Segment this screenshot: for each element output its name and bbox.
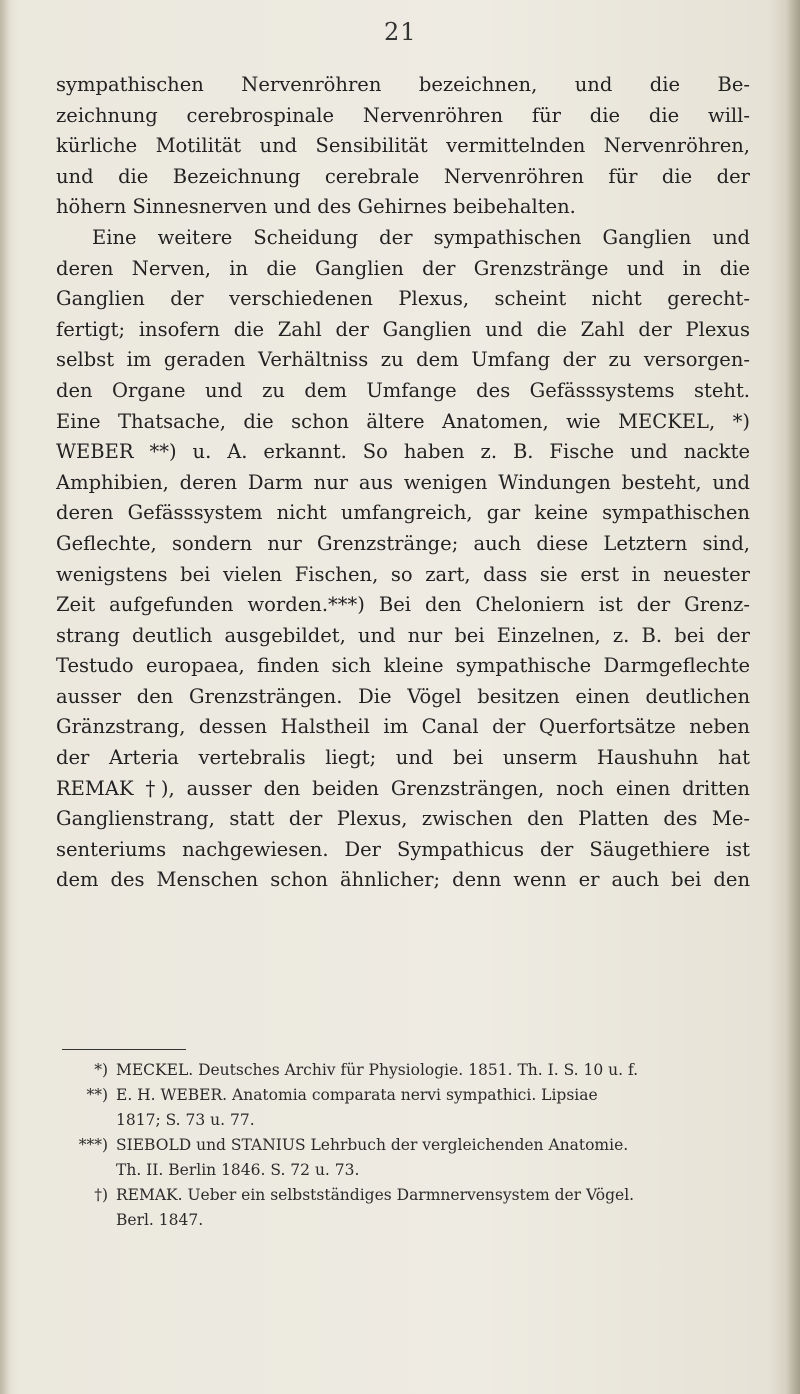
footnote-continuation: Berl. 1847. [116,1211,204,1229]
footnote-text: SIEBOLD und STANIUS Lehrbuch der vergleichenden Anatomie. [116,1136,629,1154]
text-line: und die Bezeichnung cerebrale Nervenröhren für die der [56,164,750,188]
footnote-text: MECKEL. Deutsches Archiv für Physiologie. 1851. Th. I. S. 10 u. f. [116,1061,639,1079]
text-line: Gränzstrang, dessen Halstheil im Canal der Querfortsätze neben [56,715,750,739]
footnote [56,1133,756,1158]
text-line: dem des Menschen schon ähnlicher; denn wenn er auch bei den [56,868,750,892]
text-line: Eine weitere Scheidung der sympathischen Ganglien und [92,225,750,249]
footnote-text: E. H. WEBER. Anatomia comparata nervi sympathici. Lipsiae [116,1086,598,1104]
page-left-shadow [0,0,10,1394]
text-line: fertigt; insofern die Zahl der Ganglien und die Zahl der Plexus [56,317,750,341]
text-line: höhern Sinnesnerven und des Gehirnes beibehalten. [56,195,576,219]
text-line: strang deutlich ausgebildet, und nur bei Einzelnen, z. B. bei der [56,623,750,647]
text-line: wenigstens bei vielen Fischen, so zart, dass sie erst in neuester [56,562,750,586]
text-line: Testudo europaea, finden sich kleine sympathische Darmgeflechte [56,654,750,678]
text-line: Ganglienstrang, statt der Plexus, zwischen den Platten des Me- [56,807,750,831]
page-right-shadow [786,0,800,1394]
text-line: Eine Thatsache, die schon ältere Anatomen, wie MECKEL, *) [56,409,750,433]
footnote-divider [62,1049,186,1050]
footnote-marker: *) [94,1061,108,1079]
text-line: den Organe und zu dem Umfange des Gefässsystems steht. [56,378,750,402]
text-line: ausser den Grenzsträngen. Die Vögel besitzen einen deutlichen [56,684,750,708]
footnote-marker: †) [94,1186,108,1204]
text-line: Ganglien der verschiedenen Plexus, scheint nicht gerecht- [56,287,750,311]
footnote [56,1083,756,1108]
footnote-marker: ***) [78,1136,108,1154]
text-line: der Arteria vertebralis liegt; und bei unserm Haushuhn hat [56,746,750,770]
footnote-continuation: 1817; S. 73 u. 77. [116,1111,255,1129]
text-line: selbst im geraden Verhältniss zu dem Umfang der zu versorgen- [56,348,750,372]
footnote-marker: **) [86,1086,108,1104]
text-line: deren Gefässsystem nicht umfangreich, gar keine sympathischen [56,501,750,525]
text-line: deren Nerven, in die Ganglien der Grenzstränge und in die [56,256,750,280]
text-line: WEBER **) u. A. erkannt. So haben z. B. Fische und nackte [56,440,750,464]
footnote-text: REMAK. Ueber ein selbstständiges Darmnervensystem der Vögel. [116,1186,635,1204]
page-number: 21 [384,18,417,46]
text-line: REMAK †), ausser den beiden Grenzsträngen, noch einen dritten [56,776,750,800]
footnote-continuation: Th. II. Berlin 1846. S. 72 u. 73. [116,1161,360,1179]
footnotes [56,1058,756,1233]
text-line: sympathischen Nervenröhren bezeichnen, und die Be- [56,73,750,96]
footnote [56,1183,756,1208]
text-line: Amphibien, deren Darm nur aus wenigen Windungen besteht, und [56,470,750,494]
text-line: kürliche Motilität und Sensibilität vermittelnden Nervenröhren, [56,134,750,158]
body-text [56,70,750,896]
footnote [56,1058,756,1083]
text-line: Geflechte, sondern nur Grenzstränge; auch diese Letztern sind, [56,531,750,555]
text-line: zeichnung cerebrospinale Nervenröhren für die die will- [56,103,750,127]
text-line: Zeit aufgefunden worden.***) Bei den Cheloniern ist der Grenz- [56,593,750,617]
text-line: senteriums nachgewiesen. Der Sympathicus der Säugethiere ist [56,837,750,861]
